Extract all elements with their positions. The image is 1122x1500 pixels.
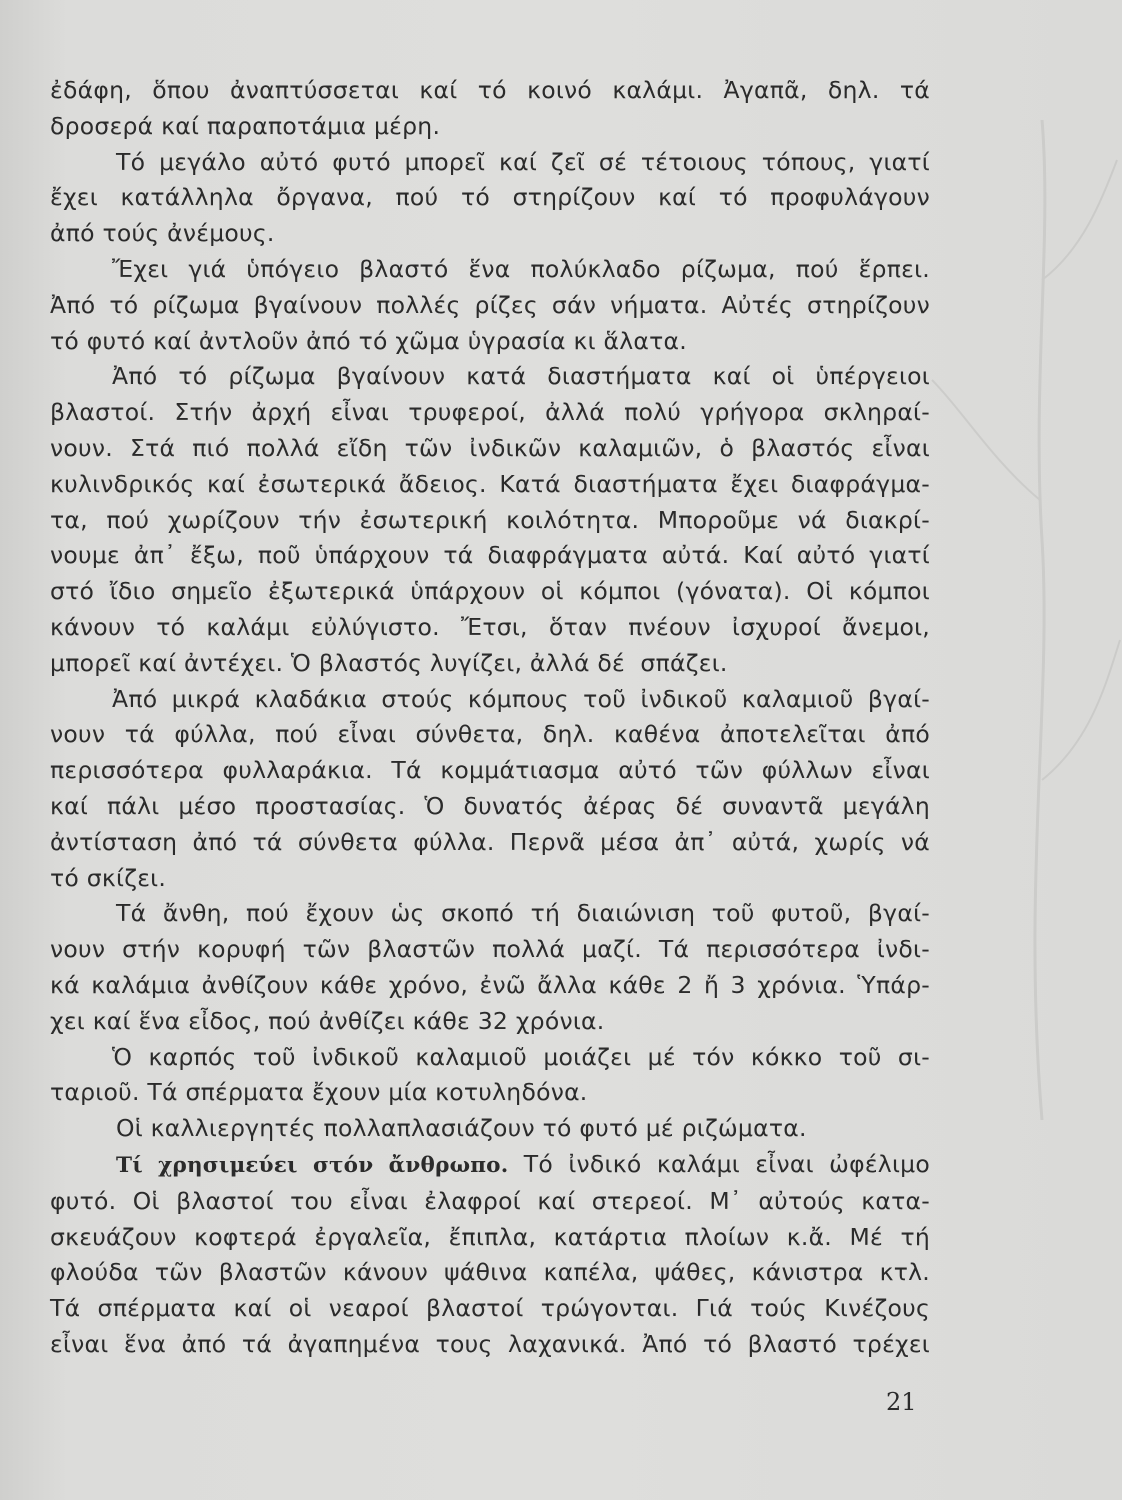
- text-line: σκευάζουν κοφτερά ἐργαλεῖα, ἔπιπλα, κατάρτια πλοίων κ.ἄ. Μέ τή: [50, 1222, 930, 1251]
- text-line: τό φυτό καί ἀντλοῦν ἀπό τό χῶμα ὑγρασία κι ἅλατα.: [50, 326, 687, 355]
- text-line: στό ἴδιο σημεῖο ἐξωτερικά ὑπάρχουν οἱ κόμποι (γόνατα). Οἱ κόμποι: [50, 577, 930, 606]
- text-line: ἔχει κατάλληλα ὄργανα, πού τό στηρίζουν καί τό προφυλάγουν: [50, 183, 930, 212]
- text-line: Ὁ καρπός τοῦ ἰνδικοῦ καλαμιοῦ μοιάζει μέ τόν κόκκο τοῦ σι-: [112, 1042, 930, 1071]
- text-line: κά καλάμια ἀνθίζουν κάθε χρόνο, ἐνῶ ἄλλα κάθε 2 ἤ 3 χρόνια. Ὑπάρ-: [50, 970, 930, 999]
- text-line: εἶναι ἕνα ἀπό τά ἀγαπημένα τους λαχανικά. Ἀπό τό βλαστό τρέχει: [50, 1329, 930, 1358]
- text-line: Ἀπό μικρά κλαδάκια στούς κόμπους τοῦ ἰνδικοῦ καλαμιοῦ βγαί-: [112, 684, 930, 713]
- text-line: νουμε ἀπ᾽ ἔξω, ποῦ ὑπάρχουν τά διαφράγματα αὐτά. Καί αὐτό γιατί: [50, 541, 930, 570]
- text-line: Τά σπέρματα καί οἱ νεαροί βλαστοί τρώγονται. Γιά τούς Κινέζους: [50, 1294, 930, 1323]
- text-line: φλούδα τῶν βλαστῶν κάνουν ψάθινα καπέλα, ψάθες, κάνιστρα κτλ.: [50, 1258, 930, 1287]
- text-line: Ἀπό τό ρίζωμα βγαίνουν κατά διαστήματα καί οἱ ὑπέργειοι: [112, 362, 930, 391]
- text-line: Ἀπό τό ρίζωμα βγαίνουν πολλές ρίζες σάν νήματα. Αὐτές στηρίζουν: [50, 290, 930, 319]
- text-line: Τά ἄνθη, πού ἔχουν ὡς σκοπό τή διαιώνιση τοῦ φυτοῦ, βγαί-: [116, 899, 930, 928]
- text-line: καί πάλι μέσο προστασίας. Ὁ δυνατός ἀέρας δέ συναντᾶ μεγάλη: [50, 791, 930, 820]
- text-line: κυλινδρικός καί ἐσωτερικά ἄδειος. Κατά διαστήματα ἔχει διαφράγμα-: [50, 469, 930, 498]
- text-line: τα, πού χωρίζουν τήν ἐσωτερική κοιλότητα. Μποροῦμε νά διακρί-: [50, 505, 930, 534]
- text-line: ταριοῦ. Τά σπέρματα ἔχουν μία κοτυληδόνα.: [50, 1078, 588, 1107]
- body-text: [50, 73, 930, 1363]
- text-line: ἀπό τούς ἀνέμους.: [50, 219, 275, 248]
- text-line: περισσότερα φυλλαράκια. Τά κομμάτιασμα αὐτό τῶν φύλλων εἶναι: [50, 756, 930, 785]
- text-line: δροσερά καί παραποτάμια μέρη.: [50, 111, 441, 140]
- text-line: Ἔχει γιά ὑπόγειο βλαστό ἕνα πολύκλαδο ρίζωμα, πού ἕρπει.: [112, 254, 930, 283]
- text-line: φυτό. Οἱ βλαστοί του εἶναι ἐλαφροί καί στερεοί. Μ᾽ αὐτούς κατα-: [50, 1186, 930, 1215]
- page-number: 21: [886, 1388, 917, 1416]
- text-line: Τό μεγάλο αὐτό φυτό μπορεῖ καί ζεῖ σέ τέτοιους τόπους, γιατί: [116, 147, 930, 176]
- heading-line: [50, 1147, 930, 1184]
- text-line: κάνουν τό καλάμι εὐλύγιστο. Ἔτσι, ὅταν πνέουν ἰσχυροί ἄνεμοι,: [50, 612, 930, 641]
- text-line: Τό ἰνδικό καλάμι εἶναι ὠφέλιμο: [523, 1149, 930, 1178]
- text-line: ἀντίσταση ἀπό τά σύνθετα φύλλα. Περνᾶ μέσα ἀπ᾽ αὐτά, χωρίς νά: [50, 827, 930, 856]
- text-line: Οἱ καλλιεργητές πολλαπλασιάζουν τό φυτό μέ ριζώματα.: [116, 1114, 807, 1143]
- text-line: μπορεῖ καί ἀντέχει. Ὁ βλαστός λυγίζει, ἀλλά δέ σπάζει.: [50, 648, 728, 677]
- text-line: νουν. Στά πιό πολλά εἴδη τῶν ἰνδικῶν καλαμιῶν, ὁ βλαστός εἶναι: [50, 433, 930, 462]
- text-line: ἐδάφη, ὅπου ἀναπτύσσεται καί τό κοινό καλάμι. Ἀγαπᾶ, δηλ. τά: [50, 76, 930, 104]
- text-line: νουν στήν κορυφή τῶν βλαστῶν πολλά μαζί. Τά περισσότερα ἰνδι-: [50, 935, 930, 964]
- text-line: βλαστοί. Στήν ἀρχή εἶναι τρυφεροί, ἀλλά πολύ γρήγορα σκληραί-: [50, 398, 930, 427]
- section-heading: Τί χρησιμεύει στόν ἄνθρωπο.: [116, 1152, 509, 1178]
- text-line: χει καί ἕνα εἶδος, πού ἀνθίζει κάθε 32 χρόνια.: [50, 1006, 605, 1035]
- text-line: τό σκίζει.: [50, 863, 167, 892]
- text-line: νουν τά φύλλα, πού εἶναι σύνθετα, δηλ. καθένα ἀποτελεῖται ἀπό: [50, 720, 930, 749]
